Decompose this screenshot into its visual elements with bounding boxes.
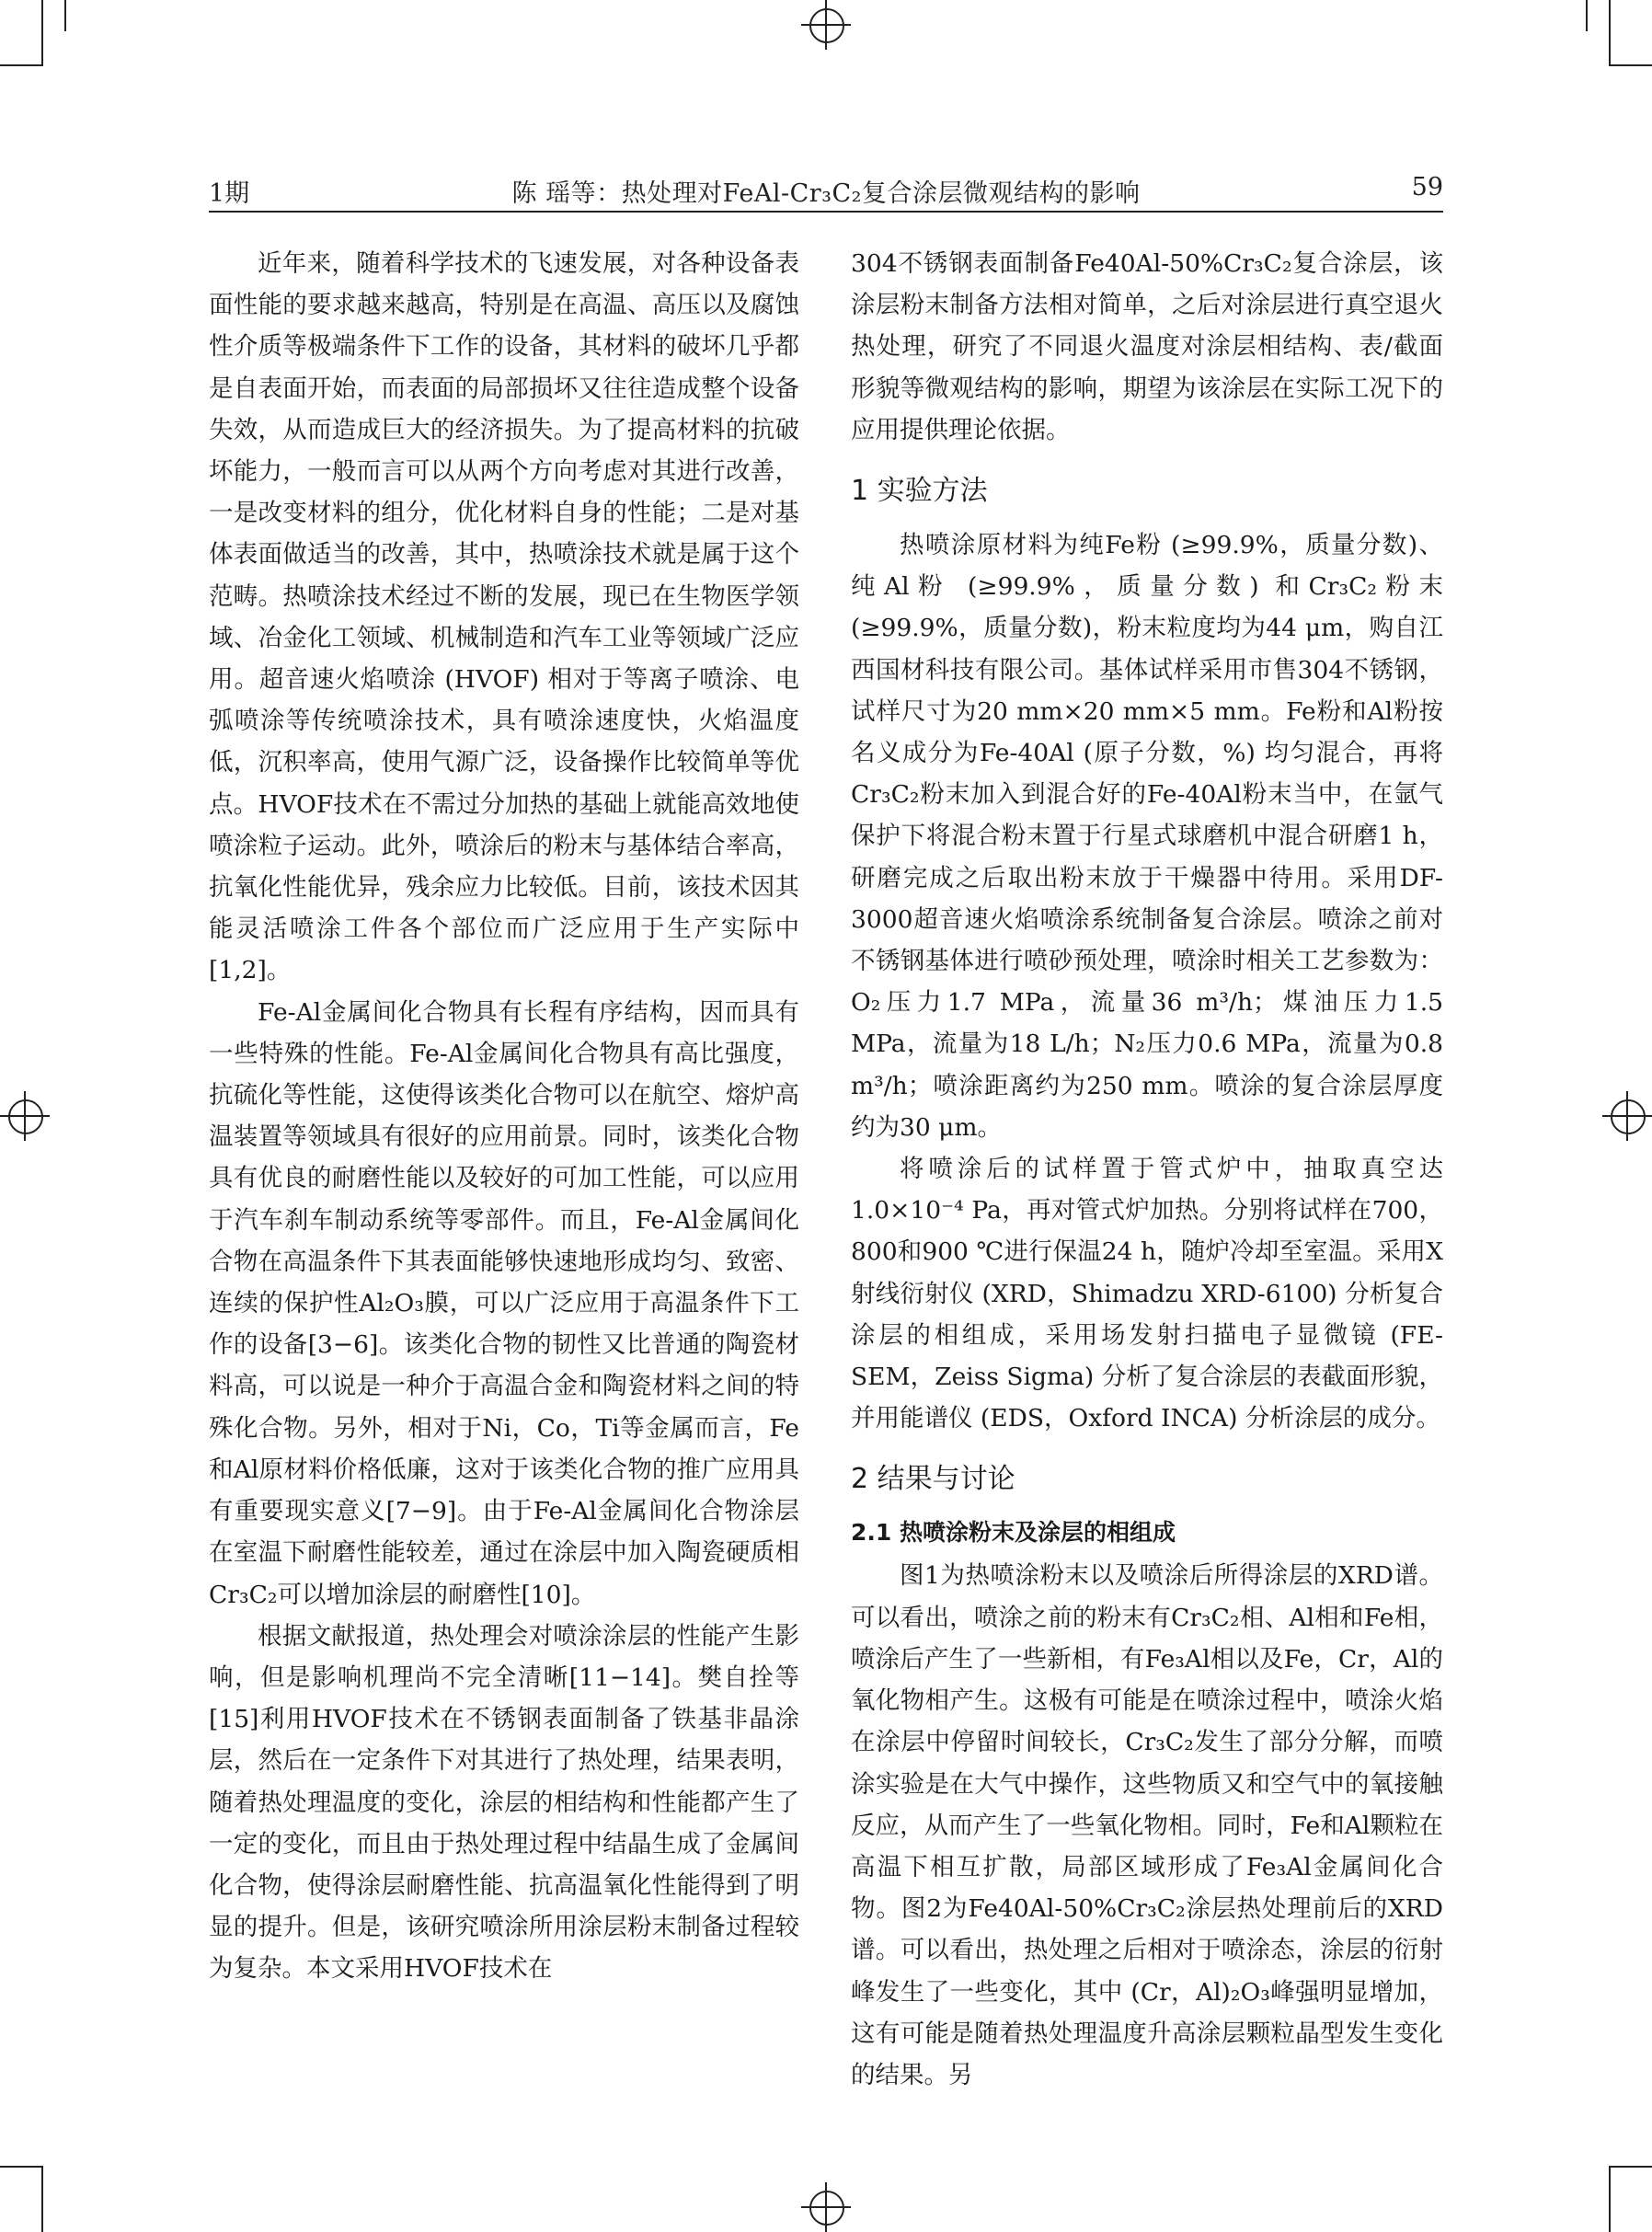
intro-paragraph-2: Fe-Al金属间化合物具有长程有序结构，因而具有一些特殊的性能。Fe-Al金属间化合物具有高比强度，抗硫化等性能，这使得该类化合物可以在航空、熔炉高温装置等领域具有很好的应用前景。同时，该类化合物具有优良的耐磨性能以及较好的可加工性能，可以应用于汽车刹车制动系统等零部件。而且，Fe-Al金属间化合物在高温条件下其表面能够快速地形成均匀、致密、连续的保护性Al₂O₃膜，可以广泛应用于高温条件下工作的设备[3−6]。该类化合物的韧性又比普通的陶瓷材料高，可以说是一种介于高温合金和陶瓷材料之间的特殊化合物。另外，相对于Ni，Co，Ti等金属而言，Fe和Al原材料价格低廉，这对于该类化合物的推广应用具有重要现实意义[7−9]。由于Fe-Al金属间化合物涂层在室温下耐磨性能较差，通过在涂层中加入陶瓷硬质相Cr₃C₂可以增加涂层的耐磨性[10]。 [209,997,799,1609]
crop-mark [1609,0,1611,66]
registration-mark-top [801,0,851,50]
crop-mark [1586,0,1588,31]
crop-mark [41,0,43,66]
registration-mark-left [0,1091,50,1141]
issue-label: 1期 [209,179,250,208]
crop-mark [1609,2166,1611,2232]
running-header [209,169,1443,210]
running-title: 陈 瑶等：热处理对FeAl-Cr₃C₂复合涂层微观结构的影响 [511,179,1141,208]
results-paragraph-1: 图1为热喷涂粉末以及喷涂后所得涂层的XRD谱。可以看出，喷涂之前的粉末有Cr₃C₂相、Al相和Fe相，喷涂后产生了一些新相，有Fe₃Al相以及Fe，Cr，Al的氧化物相产生。这极有可能是在喷涂过程中，喷涂火焰在涂层中停留时间较长，Cr₃C₂发生了部分分解，而喷涂实验是在大气中操作，这些物质又和空气中的氧接触反应，从而产生了一些氧化物相。同时，Fe和Al颗粒在高温下相互扩散，局部区域形成了Fe₃Al金属间化合物。图2为Fe40Al-50%Cr₃C₂涂层热处理前后的XRD谱。可以看出，热处理之后相对于喷涂态，涂层的衍射峰发生了一些变化，其中 (Cr，Al)₂O₃峰强明显增加，这有可能是随着热处理温度升高涂层颗粒晶型发生变化的结果。另 [851,1561,1443,2089]
intro-paragraph-continued: 304不锈钢表面制备Fe40Al-50%Cr₃C₂复合涂层，该涂层粉末制备方法相对简单，之后对涂层进行真空退火热处理，研究了不同退火温度对涂层相结构、表/截面形貌等微观结构的影响，期望为该涂层在实际工况下的应用提供理论依据。 [851,249,1443,444]
section-1-heading: 1 实验方法 [851,475,988,508]
crop-mark [1609,2166,1652,2168]
methods-paragraph-1: 热喷涂原材料为纯Fe粉 (≥99.9%，质量分数)、纯Al粉 (≥99.9%，质量分数) 和Cr₃C₂粉末 (≥99.9%，质量分数)，粉末粒度均为44 μm，购自江西国材科技有限公司。基体试样采用市售304不锈钢，试样尺寸为20 mm×20 mm×5 mm。Fe粉和Al粉按名义成分为Fe-40Al (原子分数，%) 均匀混合，再将Cr₃C₂粉末加入到混合好的Fe-40Al粉末当中，在氩气保护下将混合粉末置于行星式球磨机中混合研磨1 h，研磨完成之后取出粉末放于干燥器中待用。采用DF-3000超音速火焰喷涂系统制备复合涂层。喷涂之前对不锈钢基体进行喷砂预处理，喷涂时相关工艺参数为：O₂压力1.7 MPa，流量36 m³/h；煤油压力1.5 MPa，流量为18 L/h；N₂压力0.6 MPa，流量为0.8 m³/h；喷涂距离约为250 mm。喷涂的复合涂层厚度约为30 μm。 [851,531,1443,1142]
methods-paragraph-2: 将喷涂后的试样置于管式炉中，抽取真空达1.0×10⁻⁴ Pa，再对管式炉加热。分别将试样在700，800和900 ℃进行保温24 h，随炉冷却至室温。采用X射线衍射仪 (XRD，Shimadzu XRD-6100) 分析复合涂层的相组成，采用场发射扫描电子显微镜 (FE-SEM，Zeiss Sigma) 分析了复合涂层的表截面形貌，并用能谱仪 (EDS，Oxford INCA) 分析涂层的成分。 [851,1155,1443,1433]
subsection-2-1-heading: 2.1 热喷涂粉末及涂层的相组成 [851,1519,1176,1547]
right-column [851,243,1443,2096]
header-rule [209,211,1443,213]
crop-mark [0,64,43,66]
registration-mark-bottom [801,2182,851,2232]
left-column [209,243,799,1990]
crop-mark [0,2166,43,2168]
section-2-heading: 2 结果与讨论 [851,1463,1015,1496]
crop-mark [64,0,66,31]
intro-paragraph-1: 近年来，随着科学技术的飞速发展，对各种设备表面性能的要求越来越高，特别是在高温、高压以及腐蚀性介质等极端条件下工作的设备，其材料的破坏几乎都是自表面开始，而表面的局部损坏又往往造成整个设备失效，从而造成巨大的经济损失。为了提高材料的抗破坏能力，一般而言可以从两个方向考虑对其进行改善，一是改变材料的组分，优化材料自身的性能；二是对基体表面做适当的改善，其中，热喷涂技术就是属于这个范畴。热喷涂技术经过不断的发展，现已在生物医学领域、冶金化工领域、机械制造和汽车工业等领域广泛应用。超音速火焰喷涂 (HVOF) 相对于等离子喷涂、电弧喷涂等传统喷涂技术，具有喷涂速度快，火焰温度低，沉积率高，使用气源广泛，设备操作比较简单等优点。HVOF技术在不需过分加热的基础上就能高效地使喷涂粒子运动。此外，喷涂后的粉末与基体结合率高，抗氧化性能优异，残余应力比较低。目前，该技术因其能灵活喷涂工件各个部位而广泛应用于生产实际中[1,2]。 [209,249,799,985]
registration-mark-right [1602,1091,1652,1141]
crop-mark [41,2166,43,2232]
intro-paragraph-3: 根据文献报道，热处理会对喷涂涂层的性能产生影响，但是影响机理尚不完全清晰[11−14]。樊自拴等[15]利用HVOF技术在不锈钢表面制备了铁基非晶涂层，然后在一定条件下对其进行了热处理，结果表明，随着热处理温度的变化，涂层的相结构和性能都产生了一定的变化，而且由于热处理过程中结晶生成了金属间化合物，使得涂层耐磨性能、抗高温氧化性能得到了明显的提升。但是，该研究喷涂所用涂层粉末制备过程较为复杂。本文采用HVOF技术在 [209,1621,799,1984]
crop-mark [1609,64,1652,66]
page-number: 59 [1411,173,1443,201]
